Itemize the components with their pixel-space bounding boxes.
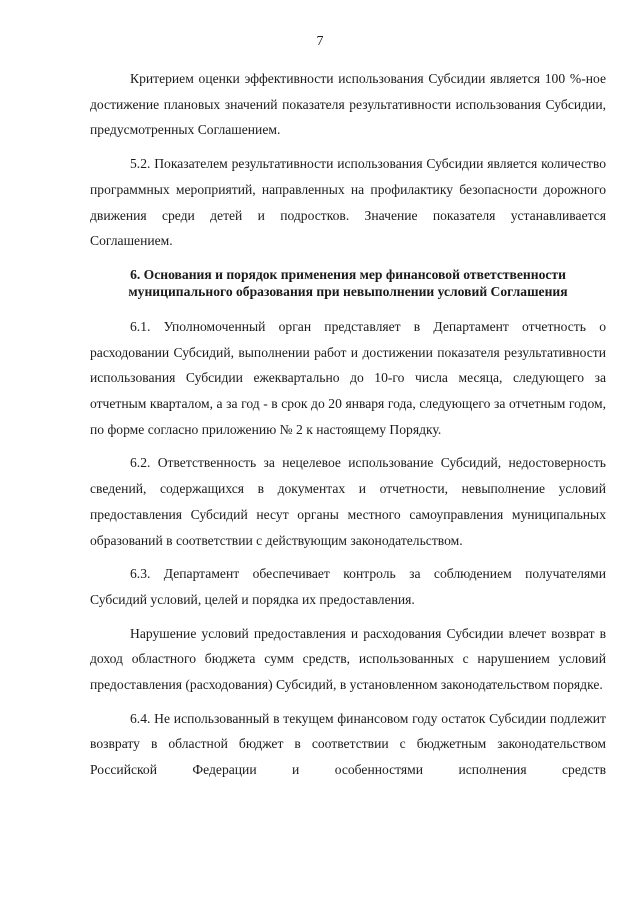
paragraph-6-1: 6.1. Уполномоченный орган представляет в Департамент отчетность о расходовании Субсидий, выполнении работ и достижении показателя результативности использования Субсидии ежеквартально до 10-го числа месяца, следующего за отчетным кварталом, а за год - в срок до 20 января года, следующего за отчетным годом, по форме согласно приложению № 2 к настоящему Порядку. [90, 318, 606, 437]
paragraph-5-2: 5.2. Показателем результативности использования Субсидии является количество программных мероприятий, направленных на профилактику безопасности дорожного движения среди детей и подростков. Значение показателя устанавливается Соглашением. [90, 156, 606, 249]
section-heading: 6. Основания и порядок применения мер финансовой ответственности муниципального образования при невыполнении условий Соглашения [128, 266, 568, 299]
paragraph-efficiency-criterion: Критерием оценки эффективности использования Субсидии является 100 %-ное достижение плановых значений показателя результативности использования Субсидии, предусмотренных Соглашением. [90, 71, 606, 138]
paragraph-6-4: 6.4. Не использованный в текущем финансовом году остаток Субсидии подлежит возврату в областной бюджет в соответствии с бюджетным законодательством Российской Федерации и особенностями исполнения средств [90, 710, 606, 778]
paragraph-6-2: 6.2. Ответственность за нецелевое использование Субсидий, недостоверность сведений, содержащихся в документах и отчетности, невыполнение условий предоставления Субсидий несут органы местного самоуправления муниципальных образований в соответствии с действующим законодательством. [90, 455, 606, 548]
paragraph-6-3: 6.3. Департамент обеспечивает контроль за соблюдением получателями Субсидий условий, целей и порядка их предоставления. [90, 566, 606, 607]
paragraph-violation: Нарушение условий предоставления и расходования Субсидии влечет возврат в доход областного бюджета сумм средств, использованных с нарушением условий предоставления (расходования) Субсидий, в установленном законодательством порядке. [90, 625, 606, 693]
document-body [90, 66, 606, 783]
page-number: 7 [316, 34, 324, 49]
